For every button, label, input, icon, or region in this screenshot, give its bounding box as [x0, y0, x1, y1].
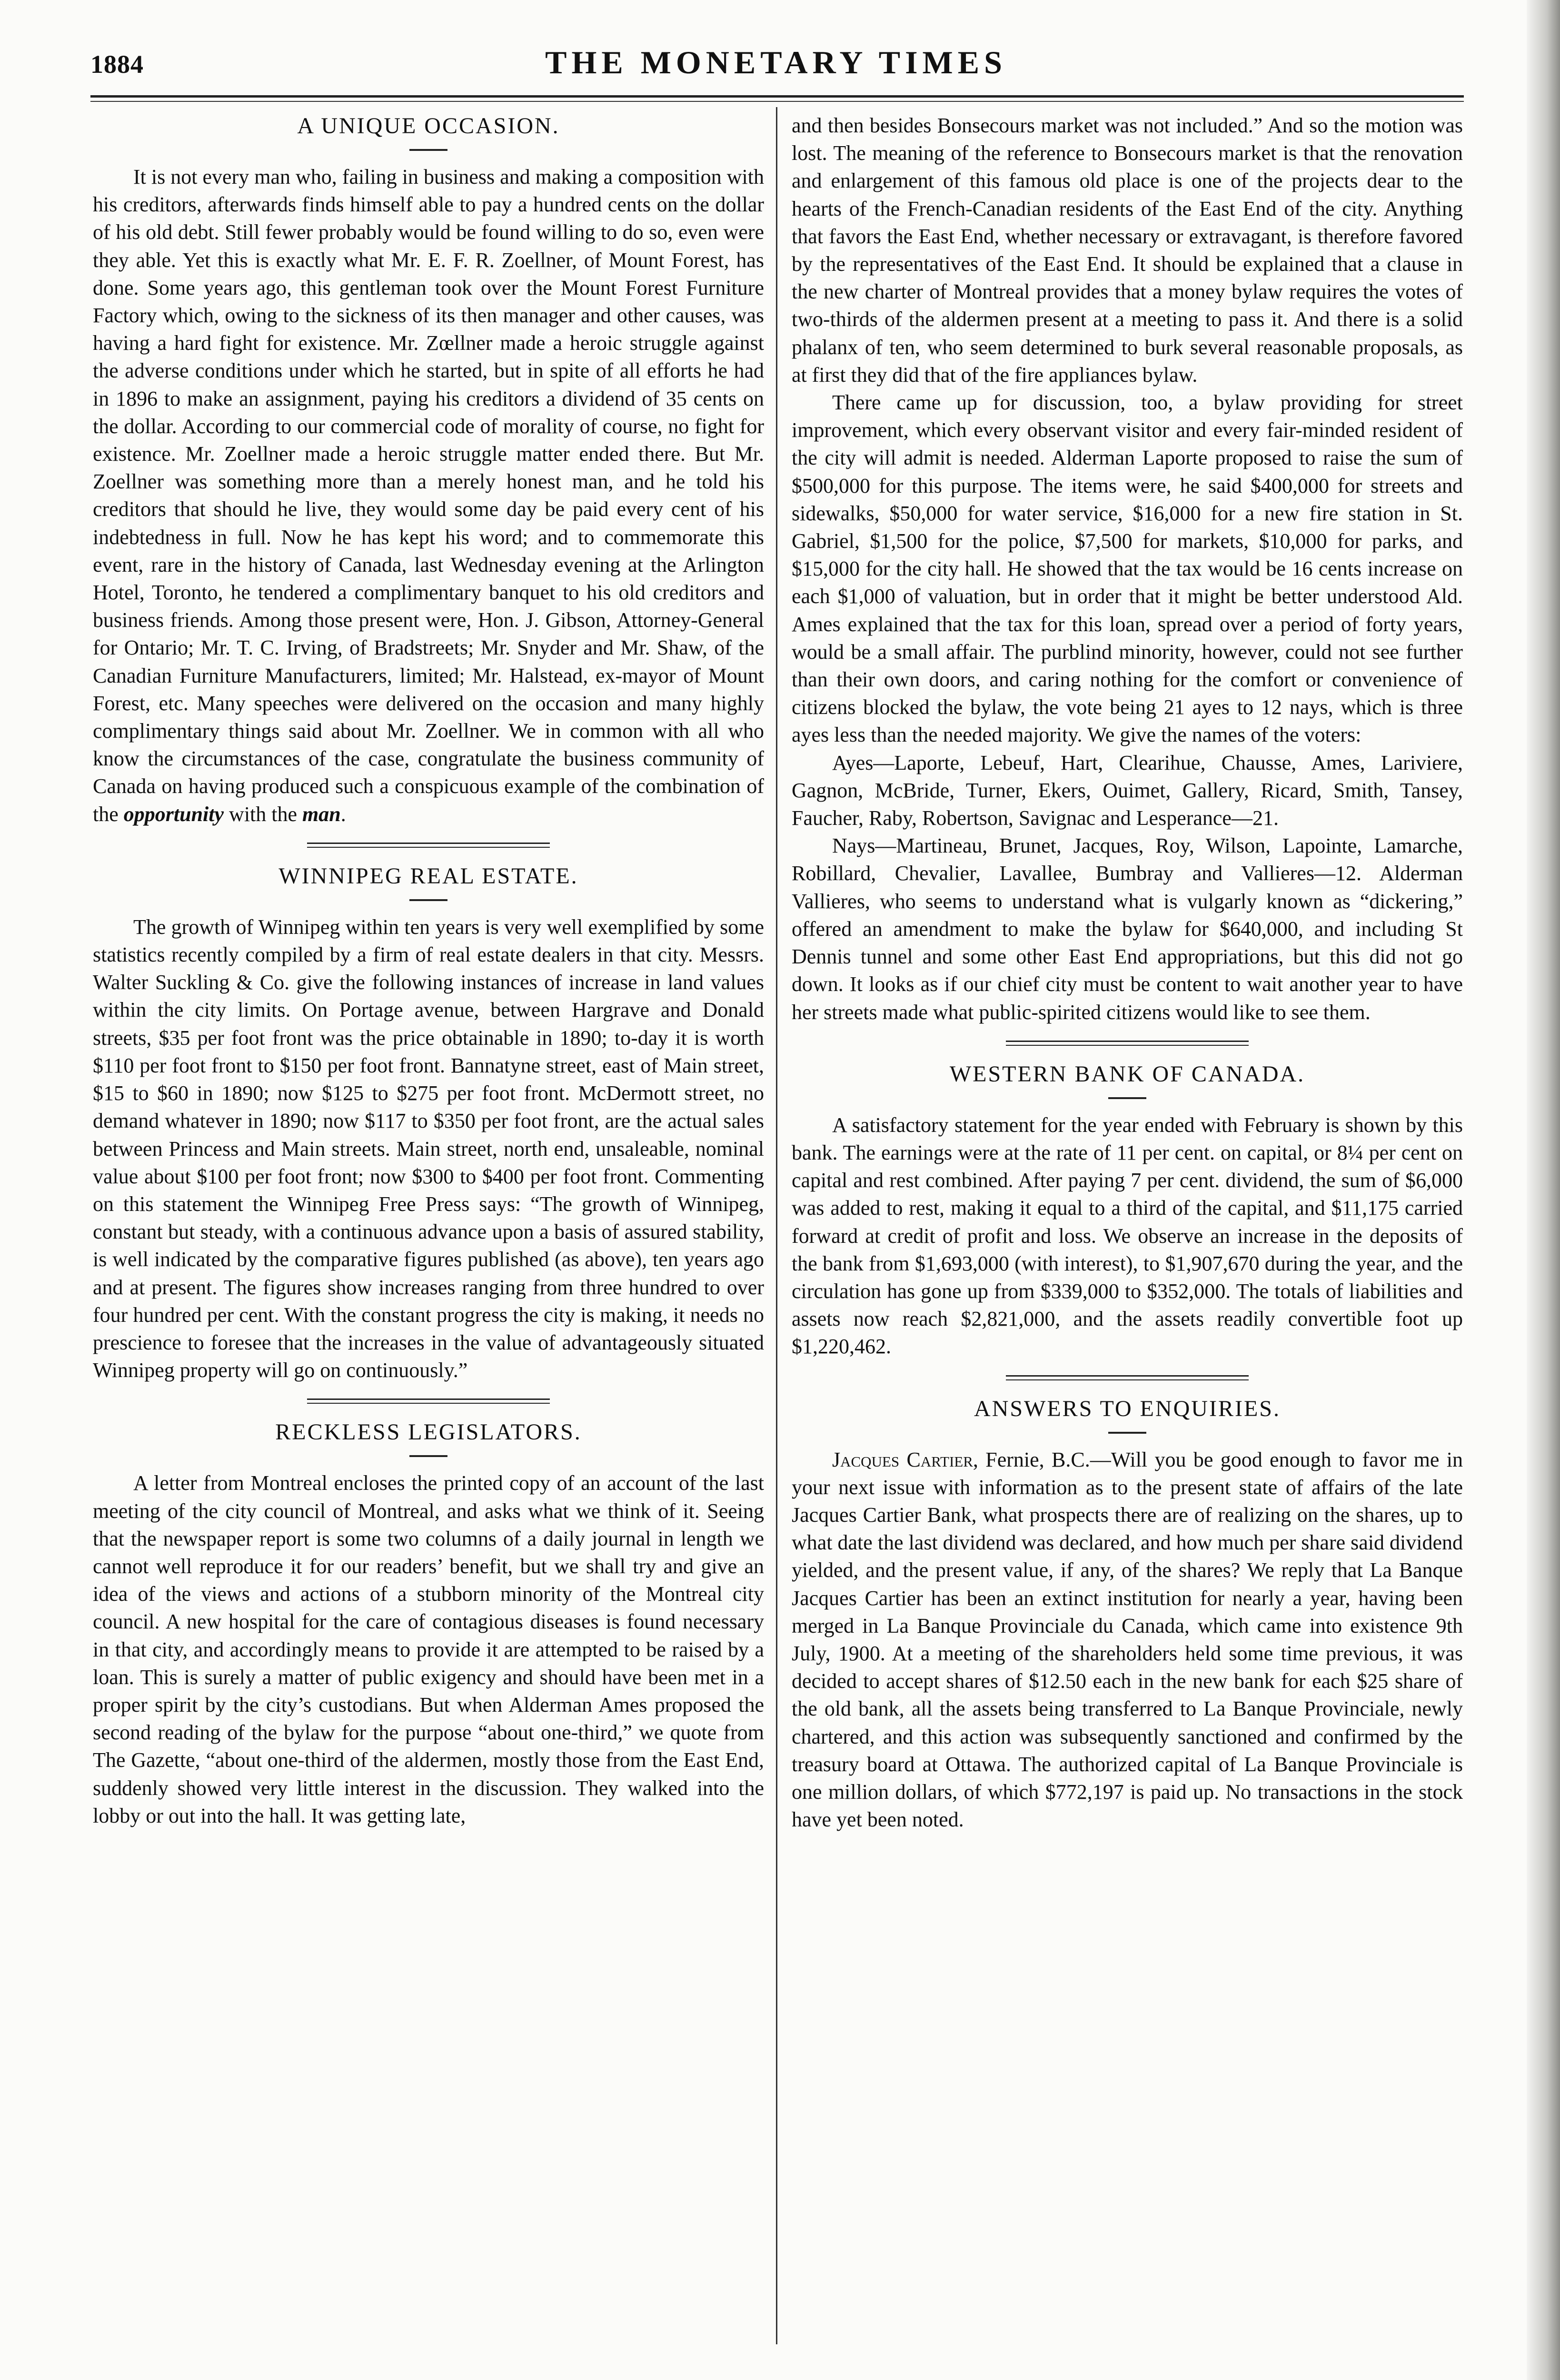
article-text: with the — [229, 802, 298, 826]
section-rule — [1006, 1375, 1249, 1380]
section-title-western-bank: WESTERN BANK OF CANADA. — [949, 1061, 1305, 1087]
enquirer-name: Jacques Cartier — [832, 1448, 973, 1471]
left-column — [93, 112, 764, 2359]
title-rule — [1108, 1097, 1146, 1099]
emphasis-opportunity: opportunity — [123, 802, 224, 826]
section-rule — [307, 1398, 550, 1404]
article-text: , Fernie, B.C.—Will you be good enough to favor me in your next issue with information as to the present state of affairs of the late Jacques Cartier Bank, what prospects there are of realizing on the shares, up to what date the last dividend was declared, and how much per share said dividend yielded, and the present value, if any, of the shares? We reply that La Banque Jacques Cartier has been an extinct institution for nearly a year, having been merged in La Banque Provinciale du Canada, which came into existence 9th July, 1900. At a meeting of the shareholders held some time previous, it was decided to accept shares of $12.50 each in the new bank for each $25 share of the old bank, all the assets being transferred to La Banque Provinciale, newly chartered, and this action was subsequently sanctioned and confirmed by the treasury board at Ottawa. The authorized capital of La Banque Provinciale is one million dollars, of which $772,197 is paid up. No transactions in the stock have yet been noted. — [792, 1448, 1463, 1832]
section-rule — [1006, 1041, 1249, 1046]
article-paragraph: The growth of Winnipeg within ten years is very well exemplified by some statistics recently compiled by a firm of real estate dealers in that city. Messrs. Walter Suckling & Co. give the following instances of increase in land values within the city limits. On Portage avenue, between Hargrave and Donald streets, $35 per foot front was the price obtainable in 1890; to-day it is worth $110 per foot front to $150 per foot front. Bannatyne street, east of Main street, $15 to $60 in 1890; now $125 to $275 per foot front. McDermott street, no demand whatever in 1890; now $117 to $350 per foot front, are the actual sales between Princess and Main streets. Main street, north end, unsaleable, nominal value about $100 per foot front; now $300 to $400 per foot front. Commenting on this statement the Winnipeg Free Press says: “The growth of Winnipeg, constant but steady, with a continuous advance upon a basis of assured stability, is well indicated by the comparative figures published (as above), ten years ago and at present. The figures show increases ranging from three hundred to over four hundred per cent. With the constant progress the city is making, it needs no prescience to foresee that the increases in the value of advantageously situated Winnipeg property will go on continuously.” — [93, 915, 764, 1382]
article-text: It is not every man who, failing in business and making a composition with his creditors, afterwards finds himself able to pay a hundred cents on the dollar of his old debt. Still fewer probably would be found willing to do so, even were they able. Yet this is exactly what Mr. E. F. R. Zoellner, of Mount Forest, has done. Some years ago, this gentleman took over the Mount Forest Furniture Factory which, owing to the sickness of its then manager and other causes, was having a hard fight for existence. Mr. Zœllner made a heroic struggle against the adverse conditions under which he started, but in spite of all efforts he had in 1896 to make an assignment, paying his creditors a dividend of 35 cents on the dollar. According to our commercial code of morality of course, no fight for existence. Mr. Zoellner made a heroic struggle matter ended there. But Mr. Zoellner was something more than a merely honest man, and he told his creditors that should he live, they would some day be paid every cent of his indebtedness in full. Now he has kept his word; and to commemorate this event, rare in the history of Canada, last Wednesday evening at the Arlington Hotel, Toronto, he tendered a complimentary banquet to his old creditors and business friends. Among those present were, Hon. J. Gibson, Attorney-General for Ontario; Mr. T. C. Irving, of Bradstreets; Mr. Snyder and Mr. Shaw, of the Canadian Furniture Manufacturers, limited; Mr. Halstead, ex-mayor of Mount Forest, etc. Many speeches were delivered on the occasion and many highly complimentary things said about Mr. Zoellner. We in common with all who know the circumstances of the case, congratulate the business community of Canada on having produced such a conspicuous example of the combination of the — [93, 165, 764, 826]
section-title-reckless: RECKLESS LEGISLATORS. — [275, 1419, 582, 1445]
header-rule — [90, 95, 1464, 102]
page-number: 1884 — [90, 50, 144, 79]
title-rule — [409, 899, 447, 901]
column-divider — [776, 107, 777, 2344]
article-paragraph: Ayes—Laporte, Lebeuf, Hart, Clearihue, Chausse, Ames, Lariviere, Gagnon, McBride, Turner, Ekers, Ouimet, Gallery, Ricard, Smith, Tansey, Faucher, Raby, Robertson, Savignac and Lesperance—21. — [792, 751, 1463, 830]
emphasis-man: man — [302, 802, 341, 826]
page-edge-shadow — [1527, 0, 1560, 2380]
masthead-title: THE MONETARY TIMES — [545, 44, 1007, 80]
article-paragraph — [93, 163, 764, 828]
title-rule — [409, 1455, 447, 1457]
article-paragraph: and then besides Bonsecours market was not included.” And so the motion was lost. The meaning of the reference to Bonsecours market is that the renovation and enlargement of this famous old place is one of the projects dear to the hearts of the French-Canadian residents of the East End of the city. Anything that favors the East End, whether necessary or extravagant, is therefore favored by the representatives of the East End. It should be explained that a clause in the new charter of Montreal provides that a money bylaw requires the votes of two-thirds of the aldermen present at a meeting to pass it. And there is a solid phalanx of ten, who seem determined to burk several reasonable proposals, as at first they did that of the fire appliances bylaw. — [792, 114, 1463, 387]
right-column — [792, 112, 1463, 2359]
section-rule — [307, 843, 550, 848]
section-title-answers: ANSWERS TO ENQUIRIES. — [974, 1396, 1281, 1421]
article-paragraph: There came up for discussion, too, a bylaw providing for street improvement, which every observant visitor and every fair-minded resident of the city will admit is needed. Alderman Laporte proposed to raise the sum of $500,000 for this purpose. The items were, he said $400,000 for streets and sidewalks, $50,000 for water service, $16,000 for a new fire station in St. Gabriel, $1,500 for the police, $7,500 for markets, $10,000 for parks, and $15,000 for the city hall. He showed that the tax would be 16 cents increase on each $1,000 of valuation, but in order that it might be better understood Ald. Ames explained that the tax for this loan, spread over a period of forty years, would be a small affair. The purblind minority, however, could not see further than their own doors, and caring nothing for the comfort or convenience of citizens blocked the bylaw, the vote being 21 ayes to 12 nays, which is three ayes less than the needed majority. We give the names of the voters: — [792, 391, 1463, 747]
page-header — [90, 44, 1461, 96]
section-title-unique-occasion: A UNIQUE OCCASION. — [297, 113, 560, 139]
article-text: . — [340, 802, 346, 826]
article-paragraph — [792, 1446, 1463, 1834]
title-rule — [1108, 1432, 1146, 1434]
section-title-winnipeg: WINNIPEG REAL ESTATE. — [278, 863, 578, 889]
title-rule — [409, 149, 447, 151]
article-paragraph: A letter from Montreal encloses the printed copy of an account of the last meeting of the city council of Montreal, and asks what we think of it. Seeing that the newspaper report is some two columns of a daily journal in length we cannot well reproduce it for our readers’ benefit, but we shall try and give an idea of the views and actions of a stubborn minority of the Montreal city council. A new hospital for the care of contagious diseases is found necessary in that city, and accordingly means to provide it are attempted to be raised by a loan. This is surely a matter of public exigency and should have been met in a proper spirit by the city’s custodians. But when Alderman Ames proposed the second reading of the bylaw for the purpose “about one-third,” we quote from The Gazette, “about one-third of the aldermen, mostly those from the East End, suddenly showed very little interest in the discussion. They walked into the lobby or out into the hall. It was getting late, — [93, 1471, 764, 1827]
article-paragraph: Nays—Martineau, Brunet, Jacques, Roy, Wilson, Lapointe, Lamarche, Robillard, Chevalier, Lavallee, Bumbray and Vallieres—12. Alderman Vallieres, who seems to understand what is vulgarly known as “dickering,” offered an amendment to make the bylaw for $640,000, and including St Dennis tunnel and some other East End appropriations, but this did not go down. It looks as if our chief city must be content to wait another year to have her streets made what public-spirited citizens would like to see them. — [792, 834, 1463, 1024]
article-paragraph: A satisfactory statement for the year ended with February is shown by this bank. The earnings were at the rate of 11 per cent. on capital, or 8¼ per cent on capital and rest combined. After paying 7 per cent. dividend, the sum of $6,000 was added to rest, making it equal to a third of the capital, and $11,175 carried forward at credit of profit and loss. We observe an increase in the deposits of the bank from $1,693,000 (with interest), to $1,907,670 during the year, and the circulation has gone up from $339,000 to $352,000. The totals of liabilities and assets now reach $2,821,000, and the assets readily convertible foot up $1,220,462. — [792, 1113, 1463, 1359]
